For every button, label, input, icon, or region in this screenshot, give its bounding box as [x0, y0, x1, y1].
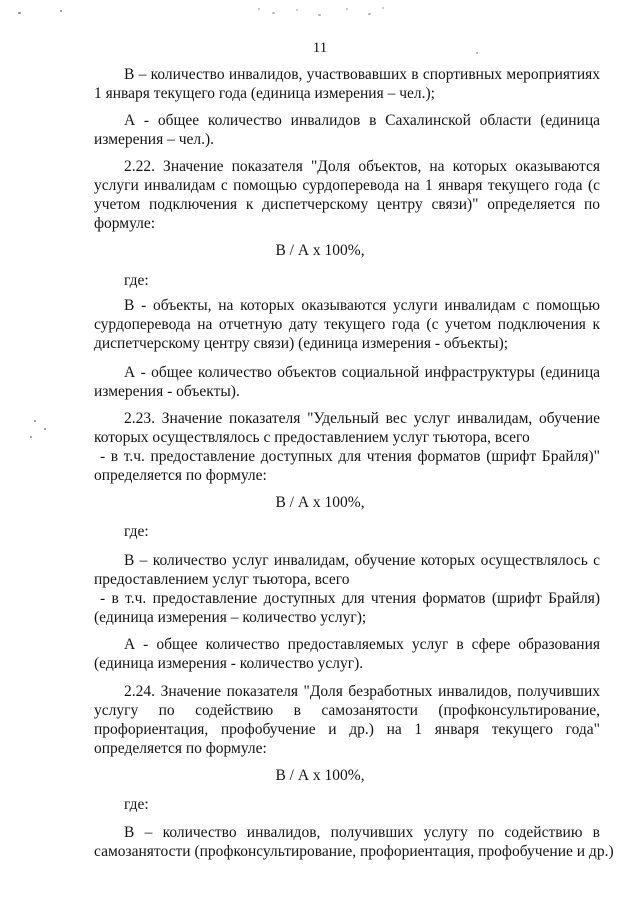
text-line: В – количество услуг инвалидам, обучение которых осуществлялось с	[124, 552, 600, 569]
scan-speck	[272, 12, 275, 14]
text-line: А - общее количество предоставляемых услуг в сфере образования	[124, 636, 600, 653]
scan-speck	[476, 52, 478, 54]
scan-speck	[60, 10, 62, 12]
text-line: 2.24. Значение показателя "Доля безработных инвалидов, получивших	[124, 683, 600, 700]
text-line: определяется по формуле:	[94, 740, 267, 757]
text-line: А - общее количество инвалидов в Сахалинской области (единица	[124, 112, 600, 129]
text-line: В – количество инвалидов, участвовавших в спортивных мероприятиях	[124, 66, 600, 83]
text-line: профориентация, профобучение и др.) на 1 января текущего года"	[94, 721, 600, 738]
text-line: определяется по формуле:	[94, 467, 267, 484]
text-line: - в т.ч. предоставление доступных для чтения форматов (шрифт Брайля)	[100, 590, 600, 607]
text-line: В – количество инвалидов, получивших услугу по содействию в	[124, 824, 600, 841]
scan-speck	[34, 420, 36, 422]
text-line: учетом подключения к диспетчерскому центру связи)" определяется по	[94, 196, 600, 213]
scan-speck	[368, 13, 371, 15]
text-line: услуги инвалидам с помощью сурдоперевода на 1 января текущего года (с	[94, 177, 600, 194]
text-line: предоставлением услуг тьютора, всего	[94, 571, 350, 588]
scan-speck	[346, 8, 348, 10]
text-line: (единица измерения - количество услуг).	[94, 655, 364, 672]
text-line: которых осуществлялось с предоставлением услуг тьютора, всего	[94, 429, 530, 446]
scan-speck	[258, 8, 260, 10]
text-line: 2.23. Значение показателя "Удельный вес услуг инвалидам, обучение	[124, 410, 600, 427]
formula: В / А х 100%,	[275, 767, 365, 784]
scan-speck	[18, 12, 21, 14]
text-line: В - объекты, на которых оказываются услуги инвалидам с помощью	[124, 297, 600, 314]
scan-speck	[318, 14, 321, 16]
scan-speck	[382, 7, 384, 9]
text-line: - в т.ч. предоставление доступных для чтения форматов (шрифт Брайля)"	[100, 448, 600, 465]
text-line: (единица измерения – количество услуг);	[94, 609, 367, 626]
text-line: самозанятости (профконсультирование, профориентация, профобучение и др.)	[94, 843, 614, 860]
formula: В / А х 100%,	[275, 242, 365, 259]
text-line: где:	[124, 523, 149, 540]
text-line: диспетчерскому центру связи) (единица измерения - объекты);	[94, 335, 509, 352]
text-line: формуле:	[94, 215, 156, 232]
text-line: услугу по содействию в самозанятости (профконсультирование,	[94, 702, 600, 719]
text-line: 2.22. Значение показателя "Доля объектов, на которых оказываются	[124, 158, 600, 175]
text-line: измерения - объекты).	[94, 383, 240, 400]
text-line: где:	[124, 272, 149, 289]
scan-speck	[30, 436, 32, 438]
text-line: А - общее количество объектов социальной инфраструктуры (единица	[124, 364, 600, 381]
text-line: измерения – чел.).	[94, 131, 215, 148]
scan-speck	[44, 428, 46, 430]
scan-speck	[296, 9, 298, 11]
formula: В / А х 100%,	[275, 494, 365, 511]
text-line: 1 января текущего года (единица измерения – чел.);	[94, 85, 435, 102]
text-line: где:	[124, 796, 149, 813]
text-line: сурдоперевода на отчетную дату текущего года (с учетом подключения к	[94, 316, 600, 333]
page-number: 11	[312, 40, 328, 56]
